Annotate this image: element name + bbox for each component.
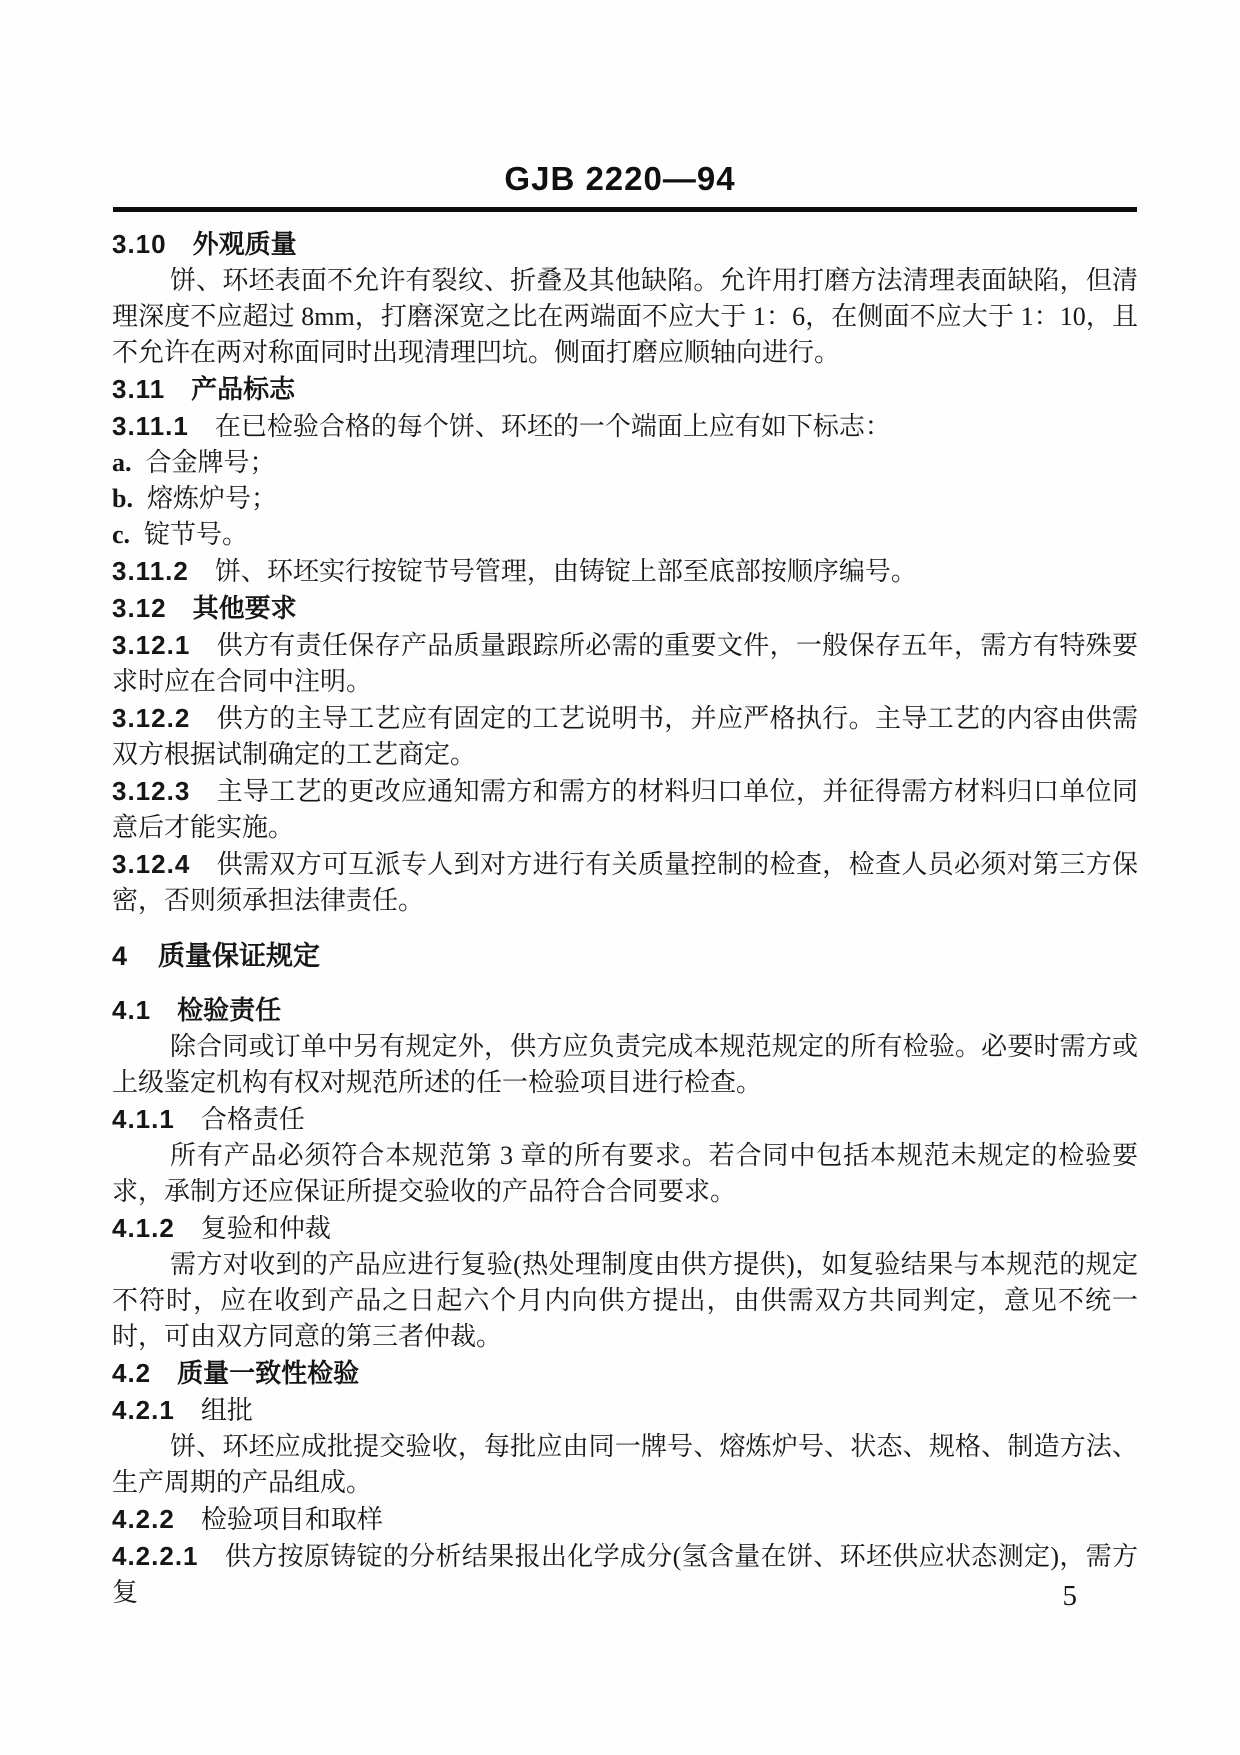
section-heading-3-11 [112,371,1138,408]
header-rule [113,207,1137,212]
section-title: 质量一致性检验 [177,1358,360,1388]
chapter-number: 4 [112,941,129,971]
clause-number: 4.1.2 [112,1213,175,1243]
clause-number: 3.12 [112,593,167,623]
clause-text: 饼、环坯实行按锭节号管理，由铸锭上部至底部按顺序编号。 [214,557,917,586]
clause-4-2-2 [112,1501,1138,1538]
chapter-heading-4 [112,938,1138,974]
standard-number: GJB 2220—94 [504,160,736,197]
list-item-b [112,481,1138,517]
section-heading-4-2 [112,1355,1138,1392]
section-title: 产品标志 [191,374,296,404]
clause-number: 3.12.2 [112,703,191,733]
list-text: 合金牌号； [145,448,276,477]
clause-number: 4.2.2 [112,1504,175,1534]
section-heading-3-10 [112,226,1138,263]
clause-number: 4.1 [112,995,152,1025]
clause-number: 3.11.2 [112,556,189,586]
paragraph: 除合同或订单中另有规定外，供方应负责完成本规范规定的所有检验。必要时需方或上级鉴定机构有权对规范所述的任一检验项目进行检查。 [112,1032,1138,1097]
clause-4-1-1 [112,1101,1138,1138]
list-label: c. [112,520,131,549]
page-number: 5 [1062,1580,1077,1612]
clause-number: 4.1.1 [112,1104,175,1134]
list-label: b. [112,484,133,513]
clause-text: 组批 [200,1396,253,1425]
list-text: 锭节号。 [144,520,249,549]
clause-text: 检验项目和取样 [200,1505,383,1534]
clause-text: 复验和仲裁 [200,1214,331,1243]
clause-3-12-4 [112,846,1138,919]
clause-number: 3.12.1 [112,630,191,660]
section-title: 外观质量 [192,229,297,259]
clause-number: 3.10 [112,229,167,259]
section-heading-4-1 [112,992,1138,1029]
clause-3-12-3 [112,773,1138,846]
paragraph: 需方对收到的产品应进行复验(热处理制度由供方提供)，如复验结果与本规范的规定不符时，应在收到产品之日起六个月内向供方提出，由供需双方共同判定，意见不统一时，可由双方同意的第三者仲裁。 [112,1250,1138,1351]
clause-number: 3.11.1 [112,411,189,441]
document-body [112,226,1138,1611]
section-heading-3-12 [112,590,1138,627]
clause-3-12-2 [112,700,1138,773]
paragraph: 饼、环坯表面不允许有裂纹、折叠及其他缺陷。允许用打磨方法清理表面缺陷，但清理深度不应超过 8mm，打磨深宽之比在两端面不应大于 1：6，在侧面不应大于 1：10，且不允许在两对称面同时出现清理凹坑。侧面打磨应顺轴向进行。 [112,266,1138,367]
clause-4-1-2 [112,1210,1138,1247]
list-label: a. [112,448,132,477]
clause-3-11-2 [112,553,1138,590]
section-title: 其他要求 [192,593,297,623]
paragraph: 所有产品必须符合本规范第 3 章的所有要求。若合同中包括本规范未规定的检验要求，承制方还应保证所提交验收的产品符合合同要求。 [112,1141,1138,1206]
chapter-title: 质量保证规定 [158,941,321,971]
clause-text: 供方的主导工艺应有固定的工艺说明书，并应严格执行。主导工艺的内容由供需双方根据试制确定的工艺商定。 [112,704,1138,769]
section-title: 检验责任 [177,995,282,1025]
clause-text: 供方按原铸锭的分析结果报出化学成分(氢含量在饼、环坯供应状态测定)，需方复 [112,1542,1138,1607]
clause-text: 主导工艺的更改应通知需方和需方的材料归口单位，并征得需方材料归口单位同意后才能实施。 [112,777,1138,842]
clause-text: 供需双方可互派专人到对方进行有关质量控制的检查，检查人员必须对第三方保密，否则须承担法律责任。 [112,850,1138,915]
paragraph: 饼、环坯应成批提交验收，每批应由同一牌号、熔炼炉号、状态、规格、制造方法、生产周期的产品组成。 [112,1432,1138,1497]
clause-number: 4.2.2.1 [112,1541,199,1571]
clause-3-12-1 [112,627,1138,700]
clause-4-2-2-1 [112,1538,1138,1611]
clause-number: 4.2.1 [112,1395,175,1425]
clause-4-2-1 [112,1392,1138,1429]
list-item-c [112,517,1138,553]
clause-text: 在已检验合格的每个饼、环坯的一个端面上应有如下标志： [214,412,891,441]
clause-3-11-1 [112,408,1138,445]
clause-number: 3.12.3 [112,776,191,806]
list-item-a [112,445,1138,481]
clause-text: 供方有责任保存产品质量跟踪所必需的重要文件，一般保存五年，需方有特殊要求时应在合同中注明。 [112,631,1138,696]
list-text: 熔炼炉号； [146,484,277,513]
clause-number: 4.2 [112,1358,152,1388]
clause-number: 3.12.4 [112,849,191,879]
clause-number: 3.11 [112,374,166,404]
clause-text: 合格责任 [200,1105,305,1134]
